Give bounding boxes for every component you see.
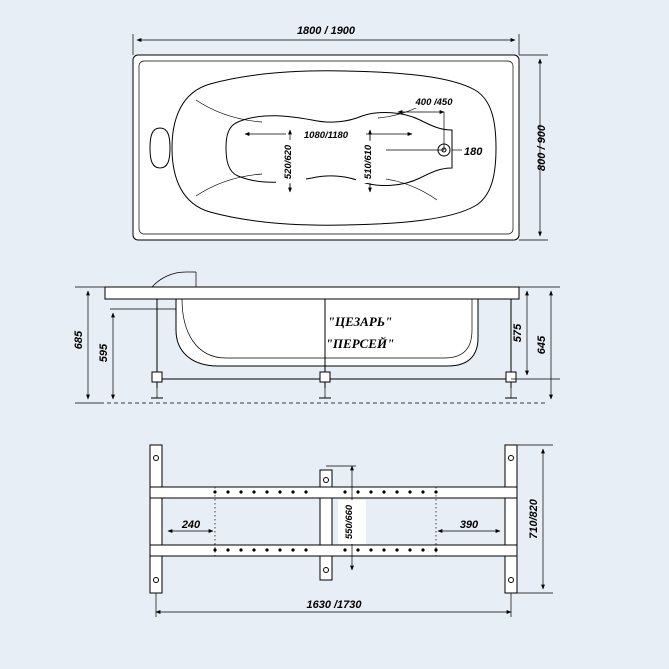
dim-left-span: 240 — [181, 519, 201, 531]
model-label-1: "ЦЕЗАРЬ" — [327, 314, 393, 329]
frame-post-right — [505, 445, 517, 593]
top-view — [133, 25, 548, 240]
model-label-2: "ПЕРСЕЙ" — [325, 336, 395, 351]
foot-left — [151, 372, 163, 398]
frame-view — [150, 445, 553, 617]
frame-post-left — [150, 445, 162, 593]
dim-height-right-inner: 575 — [512, 323, 524, 343]
frame-rail-upper — [150, 487, 517, 498]
frame-rail-lower — [150, 545, 517, 556]
dim-center-height: 550/660 — [344, 504, 355, 540]
dim-height-total: 685 — [73, 330, 85, 350]
dim-height-right-total: 645 — [536, 335, 548, 355]
dim-frame-height: 710/820 — [528, 499, 540, 539]
dim-offset-right: 400 /450 — [415, 97, 453, 108]
dim-inner-length: 1080/1180 — [303, 130, 349, 141]
foot-right — [505, 372, 517, 398]
dim-inner-width-right: 510/610 — [363, 144, 374, 180]
bath-rim-front — [105, 287, 519, 299]
dim-right-span: 390 — [459, 519, 479, 531]
dim-overall-length: 1800 / 1900 — [296, 25, 356, 37]
foot-center — [319, 372, 331, 398]
dim-height-bowl: 595 — [98, 343, 110, 363]
headrest-slope-front — [152, 272, 196, 287]
bath-body-front — [176, 299, 478, 366]
dim-inner-width-left: 520/620 — [283, 144, 294, 180]
dim-frame-width: 1630 /1730 — [306, 599, 362, 611]
dim-overall-width: 800 / 900 — [536, 125, 548, 171]
front-view — [73, 272, 560, 403]
dim-drain-diameter: 180 — [464, 146, 483, 158]
